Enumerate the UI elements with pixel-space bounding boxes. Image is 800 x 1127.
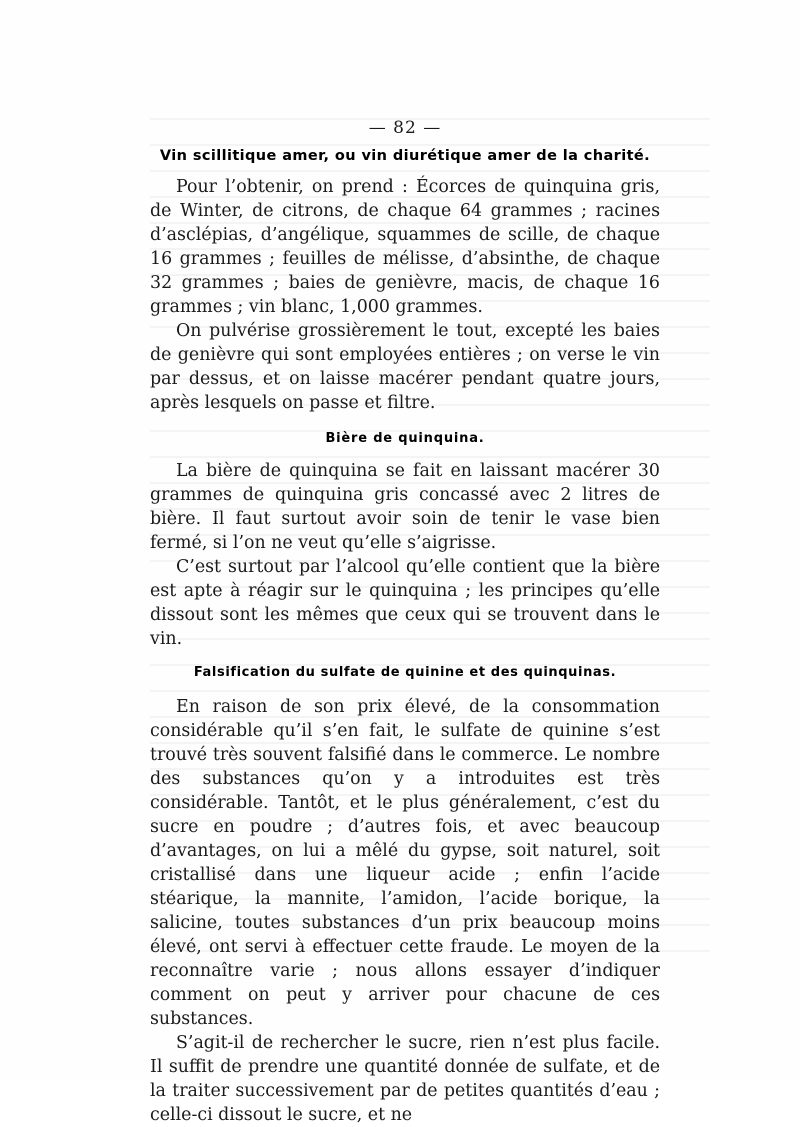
paragraph: Pour l’obtenir, on prend : Écorces de quinquina gris, de Winter, de citrons, de chaque 64 grammes ; racines d’asclépias, d’angélique, squammes de scille, de chaque 16 grammes ; feuilles de mélisse, d’absinthe, de chaque 32 grammes ; baies de genièvre, macis, de chaque 16 grammes ; vin blanc, 1,000 grammes. [150,177,660,318]
paragraph: En raison de son prix élevé, de la consommation considérable qu’il s’en fait, le sulfate de quinine s’est trouvé très souvent falsifié dans le commerce. Le nombre des substances qu’on y a introduites est très considérable. Tantôt, et le plus généralement, c’est du sucre en poudre ; d’autres fois, et avec beaucoup d’avantages, on lui a mêlé du gypse, soit naturel, soit cristallisé dans une liqueur acide ; enfin l’acide stéarique, la mannite, l’amidon, l’acide borique, la salicine, toutes substances d’un prix beaucoup moins élevé, ont servi à effectuer cette fraude. Le moyen de la reconnaître varie ; nous allons essayer d’indiquer comment on peut y arriver pour chacune de ces substances. [150,696,660,1029]
page-number: — 82 — [368,118,442,138]
paragraph: S’agit-il de rechercher le sucre, rien n’est plus facile. Il suffit de prendre une quantité donnée de sulfate, et de la traiter successivement par de petites quantités d’eau ; celle-ci dissout le sucre, et ne [150,1032,660,1125]
paragraph: La bière de quinquina se fait en laissant macérer 30 grammes de quinquina gris concassé avec 2 litres de bière. Il faut surtout avoir soin de tenir le vase bien fermé, si l’on ne veut qu’elle s’aigrisse. [150,460,660,553]
section-heading-falsification: Falsification du sulfate de quinine et des quinquinas. [193,664,617,680]
paragraph: On pulvérise grossièrement le tout, excepté les baies de genièvre qui sont employées entières ; on verse le vin par dessus, et on laisse macérer pendant quatre jours, après lesquels on passe et filtre. [150,321,660,414]
section-heading-biere: Bière de quinquina. [325,431,485,447]
page-body [150,118,660,1127]
paragraph: C’est surtout par l’alcool qu’elle contient que la bière est apte à réagir sur le quinquina ; les principes qu’elle dissout sont les mêmes que ceux qui se trouvent dans le vin. [150,556,660,649]
section-heading-vin: Vin scillitique amer, ou vin diurétique amer de la charité. [159,148,651,164]
